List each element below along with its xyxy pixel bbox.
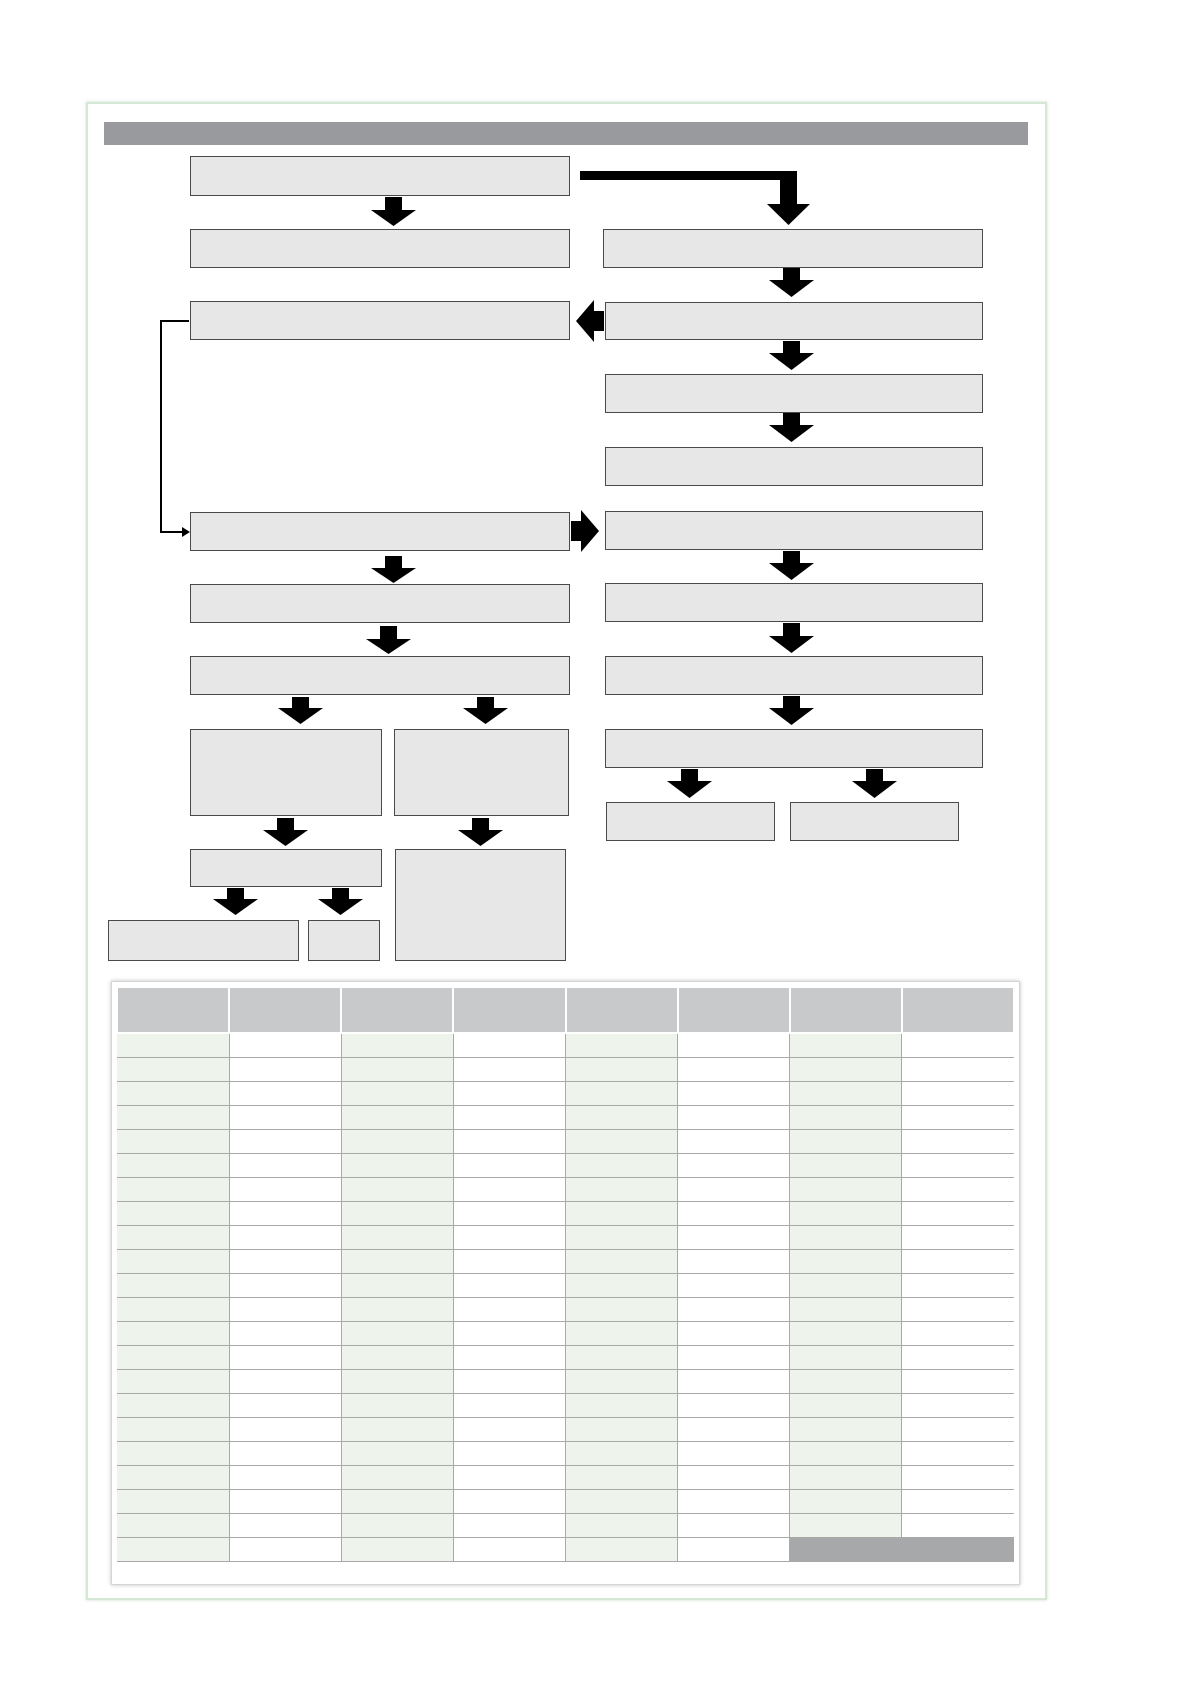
table-cell (341, 1178, 453, 1202)
table-header-cell (566, 987, 678, 1033)
table-cell (229, 1202, 341, 1226)
table-cell (341, 1466, 453, 1490)
table-cell (341, 1082, 453, 1106)
table-cell (678, 1250, 790, 1274)
table-cell (678, 1370, 790, 1394)
table-cell (566, 1442, 678, 1466)
table-cell (229, 1154, 341, 1178)
arrow-left-icon (576, 300, 604, 342)
table-cell (229, 1226, 341, 1250)
table-cell (790, 1082, 902, 1106)
table-cell (902, 1418, 1014, 1442)
arrow-down-icon (852, 769, 897, 798)
table-body (117, 1033, 1014, 1562)
table-cell (341, 1033, 453, 1058)
table-cell (678, 1130, 790, 1154)
table-cell (790, 1274, 902, 1298)
table-cell (678, 1442, 790, 1466)
table-row (117, 1130, 1014, 1154)
table-cell (566, 1370, 678, 1394)
table-footer-cell (790, 1538, 1014, 1562)
table-cell (229, 1538, 341, 1562)
table-header-cell (790, 987, 902, 1033)
table-cell (117, 1082, 229, 1106)
arrow-down-icon (769, 268, 814, 297)
table-cell (790, 1250, 902, 1274)
table-cell (117, 1370, 229, 1394)
table-cell (117, 1442, 229, 1466)
table-cell (117, 1178, 229, 1202)
table-cell (790, 1490, 902, 1514)
table-cell (902, 1322, 1014, 1346)
table-cell (678, 1202, 790, 1226)
table-cell (229, 1418, 341, 1442)
table-cell (453, 1226, 565, 1250)
table-cell (678, 1346, 790, 1370)
table-cell (117, 1346, 229, 1370)
table-cell (566, 1514, 678, 1538)
arrow-down-icon (278, 697, 323, 724)
arrow-down-icon (667, 769, 712, 798)
table-cell (566, 1346, 678, 1370)
table-cell (453, 1178, 565, 1202)
table-cell (117, 1274, 229, 1298)
table-cell (902, 1274, 1014, 1298)
arrow-down-icon (318, 888, 363, 915)
table-cell (341, 1514, 453, 1538)
table-cell (341, 1154, 453, 1178)
table-header-cell (341, 987, 453, 1033)
table-cell (341, 1490, 453, 1514)
table-cell (790, 1418, 902, 1442)
table-cell (229, 1490, 341, 1514)
table-cell (902, 1490, 1014, 1514)
table-cell (341, 1250, 453, 1274)
table-cell (790, 1394, 902, 1418)
table-row (117, 1033, 1014, 1058)
table-cell (341, 1394, 453, 1418)
table-cell (229, 1178, 341, 1202)
table-cell (117, 1250, 229, 1274)
table-cell (229, 1346, 341, 1370)
table-cell (341, 1106, 453, 1130)
table-cell (117, 1322, 229, 1346)
table-cell (902, 1082, 1014, 1106)
table-cell (678, 1538, 790, 1562)
table-cell (566, 1322, 678, 1346)
table-row (117, 1466, 1014, 1490)
table-cell (117, 1298, 229, 1322)
table-cell (117, 1058, 229, 1082)
table-cell (902, 1250, 1014, 1274)
table-cell (566, 1202, 678, 1226)
table-cell (790, 1370, 902, 1394)
table-cell (341, 1370, 453, 1394)
table-cell (902, 1466, 1014, 1490)
table-cell (902, 1370, 1014, 1394)
table-cell (229, 1370, 341, 1394)
table-cell (678, 1033, 790, 1058)
table-row (117, 1202, 1014, 1226)
table-header-cell (117, 987, 229, 1033)
table-cell (453, 1274, 565, 1298)
table-cell (678, 1394, 790, 1418)
table-cell (678, 1514, 790, 1538)
table-cell (790, 1226, 902, 1250)
arrow-down-icon (769, 551, 814, 580)
table-header-cell (678, 987, 790, 1033)
table-cell (117, 1466, 229, 1490)
table-cell (566, 1418, 678, 1442)
table-cell (790, 1298, 902, 1322)
table-cell (566, 1130, 678, 1154)
table-cell (229, 1298, 341, 1322)
table-cell (790, 1514, 902, 1538)
table-cell (229, 1250, 341, 1274)
table-cell (566, 1106, 678, 1130)
table-cell (902, 1033, 1014, 1058)
table-cell (453, 1298, 565, 1322)
table-row (117, 1274, 1014, 1298)
table-cell (790, 1058, 902, 1082)
table-cell (566, 1250, 678, 1274)
table-cell (341, 1298, 453, 1322)
table-cell (790, 1322, 902, 1346)
table-cell (566, 1058, 678, 1082)
table-cell (566, 1490, 678, 1514)
table-cell (790, 1442, 902, 1466)
table-cell (790, 1178, 902, 1202)
table-cell (453, 1490, 565, 1514)
table-cell (566, 1466, 678, 1490)
elbow-arrow-icon (580, 171, 810, 225)
table-cell (117, 1514, 229, 1538)
table-cell (566, 1394, 678, 1418)
table-cell (902, 1058, 1014, 1082)
arrow-down-icon (371, 197, 416, 226)
table-cell (453, 1033, 565, 1058)
table-cell (790, 1346, 902, 1370)
table-cell (902, 1106, 1014, 1130)
table-cell (117, 1226, 229, 1250)
table-cell (117, 1202, 229, 1226)
table-row (117, 1418, 1014, 1442)
table-row (117, 1058, 1014, 1082)
table-cell (902, 1298, 1014, 1322)
table-cell (790, 1154, 902, 1178)
table-cell (453, 1106, 565, 1130)
table-cell (453, 1346, 565, 1370)
table-cell (117, 1130, 229, 1154)
table-cell (229, 1514, 341, 1538)
table-cell (902, 1130, 1014, 1154)
table-cell (902, 1394, 1014, 1418)
table-cell (453, 1418, 565, 1442)
table-cell (790, 1466, 902, 1490)
table-cell (453, 1514, 565, 1538)
table-cell (229, 1106, 341, 1130)
table-row (117, 1514, 1014, 1538)
arrow-down-icon (458, 818, 503, 846)
table-cell (453, 1370, 565, 1394)
table-cell (341, 1538, 453, 1562)
table-cell (117, 1106, 229, 1130)
table-cell (678, 1490, 790, 1514)
table-cell (902, 1514, 1014, 1538)
table-cell (453, 1394, 565, 1418)
table-cell (678, 1466, 790, 1490)
table-cell (453, 1538, 565, 1562)
table-cell (341, 1202, 453, 1226)
table-row (117, 1226, 1014, 1250)
table-cell (117, 1394, 229, 1418)
table-row (117, 1298, 1014, 1322)
table-cell (117, 1490, 229, 1514)
arrow-down-icon (371, 556, 416, 583)
table-cell (229, 1442, 341, 1466)
table-cell (678, 1082, 790, 1106)
table-cell (678, 1178, 790, 1202)
loop-connector (161, 321, 189, 532)
table-cell (229, 1082, 341, 1106)
table-cell (117, 1033, 229, 1058)
table-row (117, 1346, 1014, 1370)
table-cell (902, 1442, 1014, 1466)
table-header-row (117, 987, 1014, 1033)
table-row (117, 1250, 1014, 1274)
table-cell (566, 1178, 678, 1202)
arrow-down-icon (213, 888, 258, 915)
table-cell (453, 1442, 565, 1466)
table-cell (229, 1058, 341, 1082)
table-cell (341, 1226, 453, 1250)
table-cell (341, 1322, 453, 1346)
table-row (117, 1538, 1014, 1562)
table-cell (678, 1226, 790, 1250)
table-row (117, 1442, 1014, 1466)
table-cell (229, 1033, 341, 1058)
table-cell (678, 1274, 790, 1298)
table-cell (341, 1418, 453, 1442)
table-header-cell (453, 987, 565, 1033)
table-row (117, 1178, 1014, 1202)
arrow-down-icon (769, 696, 814, 725)
table-cell (678, 1322, 790, 1346)
table-cell (117, 1418, 229, 1442)
table-cell (566, 1033, 678, 1058)
arrow-down-icon (366, 626, 411, 654)
table-cell (678, 1298, 790, 1322)
table-cell (453, 1466, 565, 1490)
table-cell (229, 1322, 341, 1346)
table-cell (229, 1274, 341, 1298)
table-cell (453, 1250, 565, 1274)
table-cell (341, 1346, 453, 1370)
table-cell (453, 1082, 565, 1106)
table-row (117, 1082, 1014, 1106)
table-cell (117, 1538, 229, 1562)
table-cell (790, 1106, 902, 1130)
table-cell (341, 1442, 453, 1466)
table-cell (790, 1033, 902, 1058)
table-row (117, 1322, 1014, 1346)
table-cell (453, 1154, 565, 1178)
table-row (117, 1370, 1014, 1394)
table-cell (902, 1202, 1014, 1226)
table-header-cell (902, 987, 1014, 1033)
table-row (117, 1490, 1014, 1514)
table-cell (566, 1274, 678, 1298)
table-row (117, 1106, 1014, 1130)
table-cell (902, 1346, 1014, 1370)
table-row (117, 1154, 1014, 1178)
table-cell (453, 1130, 565, 1154)
table-header-cell (229, 987, 341, 1033)
table-cell (229, 1130, 341, 1154)
table-cell (566, 1154, 678, 1178)
table-cell (453, 1202, 565, 1226)
table-cell (229, 1466, 341, 1490)
table-cell (229, 1394, 341, 1418)
table-row (117, 1394, 1014, 1418)
arrow-down-icon (463, 697, 508, 724)
table-cell (678, 1058, 790, 1082)
table-cell (790, 1130, 902, 1154)
table-cell (566, 1082, 678, 1106)
table-cell (341, 1130, 453, 1154)
table-cell (902, 1178, 1014, 1202)
table-cell (678, 1418, 790, 1442)
loop-connector-head-icon (182, 527, 190, 537)
table-cell (566, 1226, 678, 1250)
table-cell (341, 1274, 453, 1298)
table-cell (117, 1154, 229, 1178)
arrow-down-icon (263, 818, 308, 846)
table-cell (566, 1298, 678, 1322)
table-cell (790, 1202, 902, 1226)
table-cell (902, 1154, 1014, 1178)
table-cell (678, 1106, 790, 1130)
table-cell (902, 1226, 1014, 1250)
arrow-right-icon (571, 510, 599, 552)
arrow-down-icon (769, 341, 814, 370)
table-cell (453, 1322, 565, 1346)
table-cell (566, 1538, 678, 1562)
arrow-down-icon (769, 413, 814, 442)
table-cell (341, 1058, 453, 1082)
table-cell (678, 1154, 790, 1178)
data-table (111, 981, 1020, 1585)
arrow-down-icon (769, 623, 814, 653)
table-cell (453, 1058, 565, 1082)
